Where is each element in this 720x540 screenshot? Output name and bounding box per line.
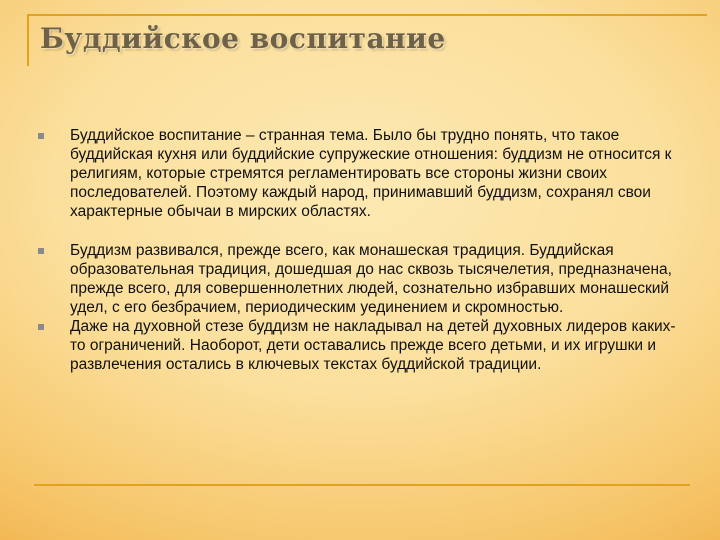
slide-title: Буддийское воспитание <box>40 22 446 55</box>
title-accent-vertical-line <box>27 14 29 66</box>
square-bullet-icon <box>38 133 44 139</box>
square-bullet-icon <box>38 248 44 254</box>
bullet-item <box>36 241 686 317</box>
title-accent-horizontal-line <box>27 14 707 16</box>
bottom-divider-line <box>34 484 690 486</box>
bullet-item <box>36 126 686 221</box>
square-bullet-icon <box>38 324 44 330</box>
bullet-text: Буддийское воспитание – странная тема. Было бы трудно понять, что такое буддийская кухня или буддийские супружеские отношения: буддизм не относится к религиям, которые стремятся регламентировать все стороны жизни своих последователей. Поэтому каждый народ, принимавший буддизм, сохранял свои характерные обычаи в мирских областях. <box>70 127 672 220</box>
bullet-list <box>36 126 686 374</box>
bullet-text: Даже на духовной стезе буддизм не накладывал на детей духовных лидеров каких-то ограничений. Наоборот, дети оставались прежде всего детьми, и их игрушки и развлечения остались в ключевых текстах буддийской традиции. <box>70 318 676 373</box>
bullet-item <box>36 317 686 374</box>
bullet-text: Буддизм развивался, прежде всего, как монашеская традиция. Буддийская образовательная традиция, дошедшая до нас сквозь тысячелетия, предназначена, прежде всего, для совершеннолетних людей, сознательно избравших монашеский удел, с его безбрачием, периодическим уединением и скромностью. <box>70 242 672 316</box>
